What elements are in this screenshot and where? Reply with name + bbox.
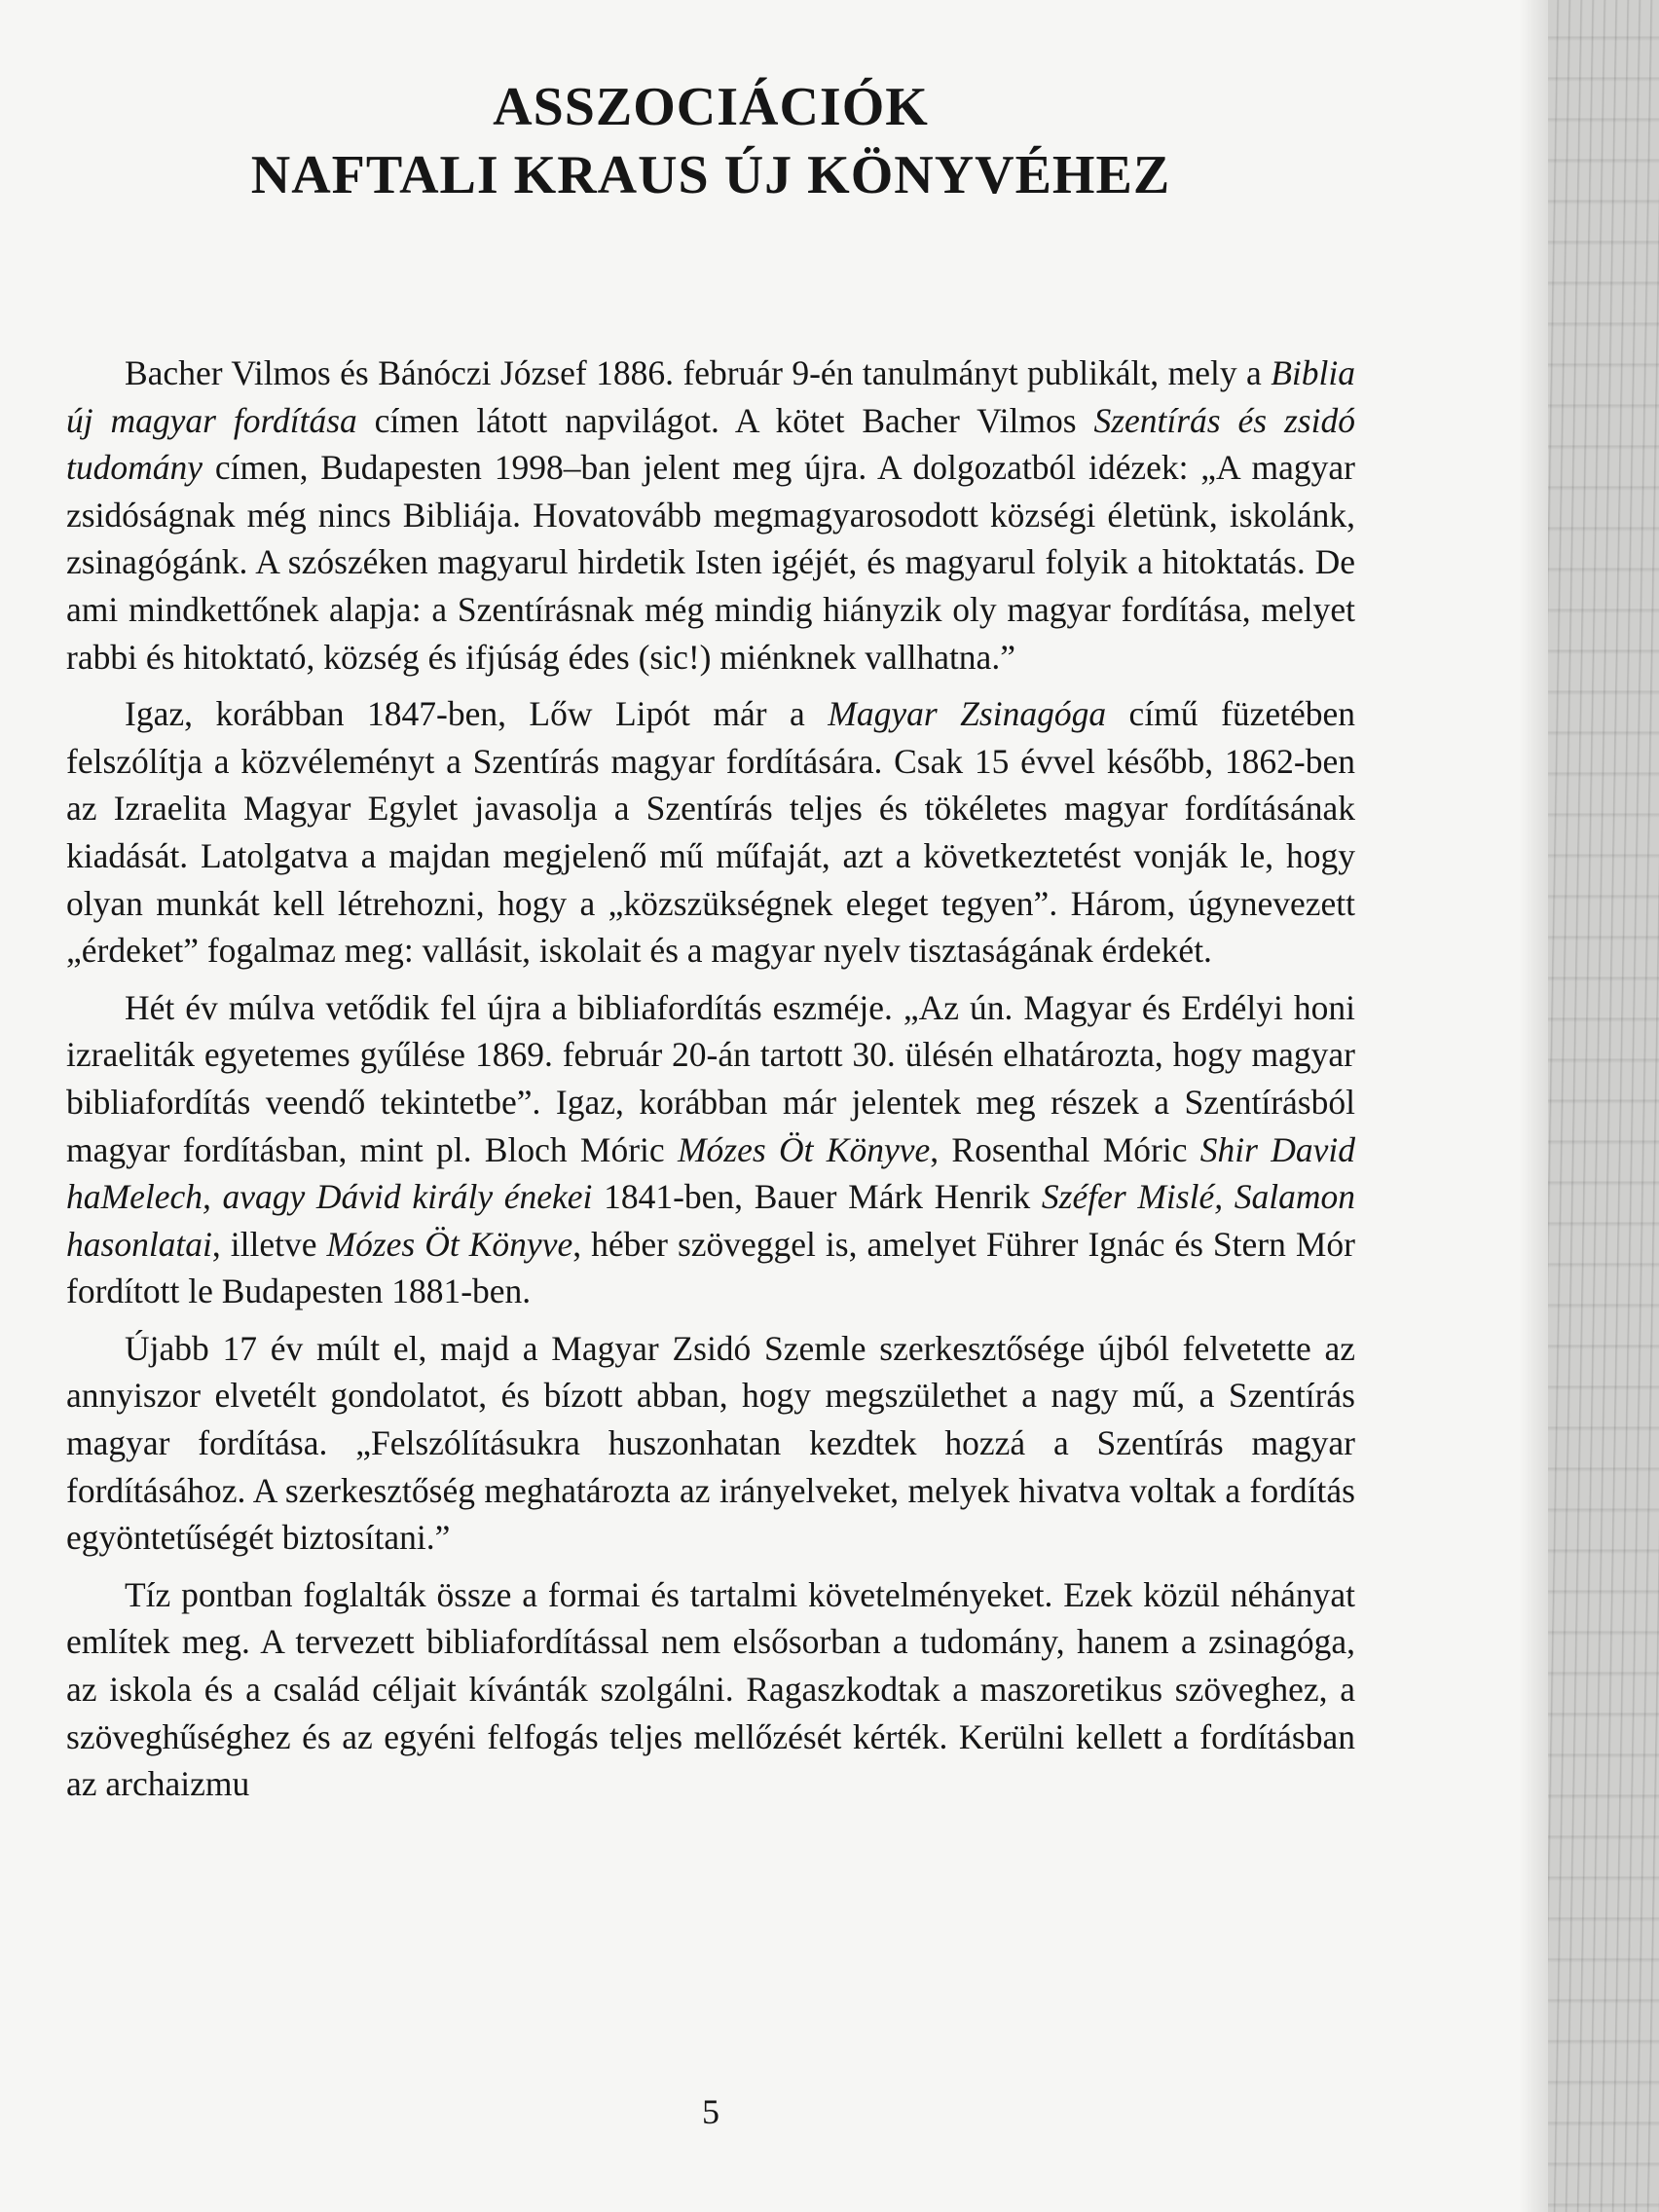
title-line-1: ASSZOCIÁCIÓK <box>493 77 929 137</box>
title-line-2: NAFTALI KRAUS ÚJ KÖNYVÉHEZ <box>250 145 1171 205</box>
text-run: , Rosenthal Móric <box>930 1129 1200 1169</box>
italic-title: Mózes Öt Könyve <box>677 1129 931 1169</box>
text-run: 1841-ben, Bauer Márk Henrik <box>592 1177 1042 1217</box>
text-run: címen látott napvilágot. A kötet Bacher Vilmos <box>356 400 1094 440</box>
italic-title: Mózes Öt Könyve <box>326 1224 573 1264</box>
paragraph <box>66 1325 1355 1571</box>
paragraph <box>66 690 1355 984</box>
paragraph <box>66 984 1355 1325</box>
text-run: Igaz, korábban 1847-ben, Lőw Lipót már a <box>125 694 829 734</box>
page-number: 5 <box>702 2092 719 2131</box>
text-run: címen, Budapesten 1998–ban jelent meg újra. A dolgozatból idézek: „A magyar zsidóságnak még nincs Bibliája. Hovatovább megmagyarosodott községi életünk, iskolánk, zsinagógánk. A szószéken magyarul hirdetik Isten igéjét, és magyarul folyik a hitoktatás. De ami mindkettőnek alapja: a Szentírásnak még mindig hiányzik oly magyar fordítása, melyet rabbi és hitoktató, község és ifjúság édes (sic!) miénknek vallhatna.” <box>66 448 1355 677</box>
italic-title: Szentírás és zsidó tudomány <box>66 400 1355 488</box>
text-run: , héber szöveggel is, amelyet Führer Ignác és Stern Mór fordított le Budapesten 1881-ben. <box>66 1224 1355 1311</box>
page-title <box>66 0 1355 209</box>
background-surface <box>1548 0 1659 2212</box>
body-text <box>66 350 1355 1818</box>
italic-title: Magyar Zsinagóga <box>828 694 1107 734</box>
page-edge-shadow <box>1519 0 1548 2212</box>
italic-title: Biblia új magyar fordítása <box>66 353 1355 440</box>
italic-title: Széfer Mislé, Salamon hasonlatai <box>66 1177 1355 1264</box>
paragraph <box>66 1571 1355 1818</box>
text-block <box>66 0 1355 1818</box>
text-run: Újabb 17 év múlt el, majd a Magyar Zsidó Szemle szerkesztősége újból felvetette az annyiszor elvetélt gondolatot, és bízott abban, hogy megszülethet a nagy mű, a Szentírás magyar fordítása. „Felszólításukra huszonhatan kezdtek hozzá a Szentírás magyar fordításához. A szerkesztőség meghatározta az irányelveket, melyek hivatva voltak a fordítás egyöntetűségét biztosítani.” <box>66 1328 1355 1558</box>
text-run: , illetve <box>211 1224 327 1264</box>
text-run: című füzetében felszólítja a közvéleményt a Szentírás magyar fordítására. Csak 15 évvel később, 1862-ben az Izraelita Magyar Egylet javasolja a Szentírás teljes és tökéletes magyar fordításának kiadását. Latolgatva a majdan megjelenő mű műfaját, azt a következtetést vonják le, hogy olyan munkát kell létrehozni, hogy a „közszükségnek eleget tegyen”. Három, úgynevezett „érdeket” fogalmaz meg: vallásit, iskolait és a magyar nyelv tisztaságának érdekét. <box>66 694 1355 971</box>
paragraph <box>66 350 1355 690</box>
text-run: Tíz pontban foglalták össze a formai és tartalmi követelményeket. Ezek közül néhányat említek meg. A tervezett bibliafordítással nem elsősorban a tudomány, hanem a zsinagóga, az iskola és a család céljait kívánták szolgálni. Ragaszkodtak a maszoretikus szöveghez, a szöveghűséghez és az egyéni felfogás teljes mellőzését kérték. Kerülni kellett a fordításban az archaizmu <box>66 1574 1355 1804</box>
text-run: Bacher Vilmos és Bánóczi József 1886. február 9-én tanulmányt publikált, mely a <box>125 353 1272 392</box>
text-run: Hét év múlva vetődik fel újra a bibliafordítás eszméje. „Az ún. Magyar és Erdélyi honi izraeliták egyetemes gyűlése 1869. február 20-án tartott 30. ülésén elhatározta, hogy magyar bibliafordítás veendő tekintetbe”. Igaz, korábban már jelentek meg részek a Szentírásból magyar fordításban, mint pl. Bloch Móric <box>66 987 1355 1169</box>
italic-title: Shir David haMelech, avagy Dávid király énekei <box>66 1129 1356 1217</box>
